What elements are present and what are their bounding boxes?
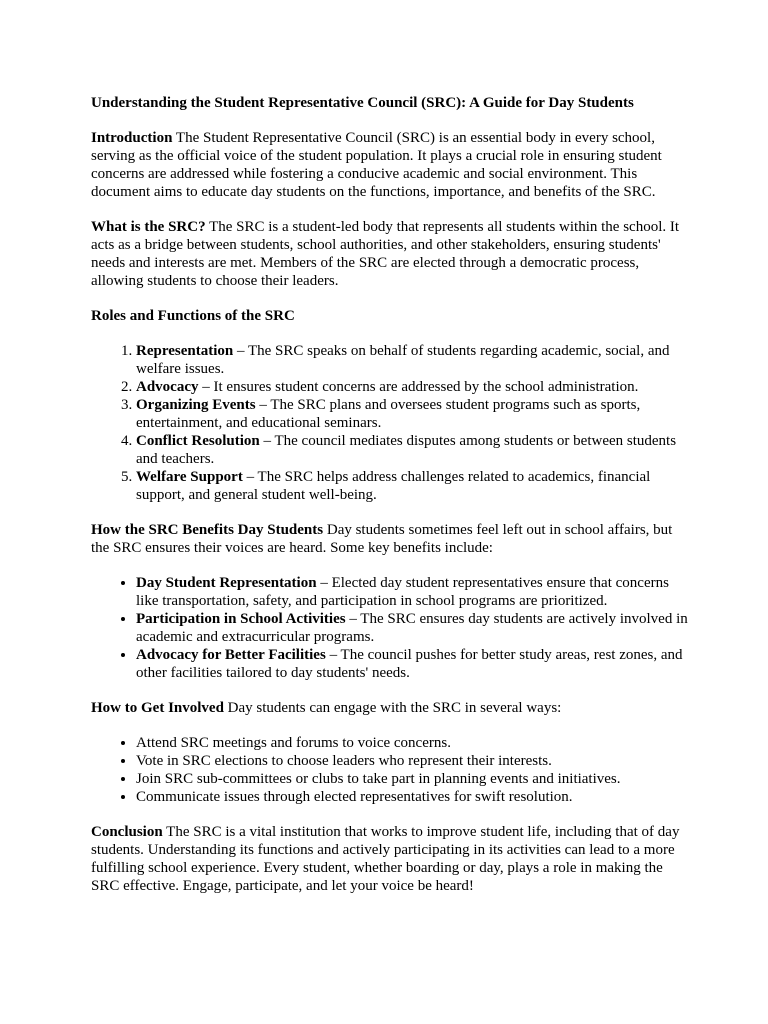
what-is-paragraph (91, 218, 691, 290)
roles-heading: Roles and Functions of the SRC (91, 308, 295, 324)
what-is-text: The SRC is a student-led body that represents all students within the school. It acts as a bridge between students, school authorities, and other stakeholders, ensuring students' needs and interests are met. Members of the SRC are elected through a democratic process, allowing students to choose their leaders. (91, 219, 680, 289)
benefits-list (91, 574, 691, 682)
involved-text: Day students can engage with the SRC in several ways: (223, 700, 562, 716)
list-item: • Communicate issues through elected representatives for swift resolution. (136, 788, 691, 806)
intro-text: The Student Representative Council (SRC) is an essential body in every school, serving as the official voice of the student population. It plays a crucial role in ensuring student concerns are addressed while fostering a conducive academic and social environment. This document aims to educate day students on the functions, importance, and benefits of the SRC. (91, 130, 662, 200)
conclusion-label: Conclusion (91, 824, 163, 840)
involved-paragraph (91, 699, 691, 717)
involved-list (91, 734, 691, 806)
what-is-label: What is the SRC? (91, 219, 206, 235)
conclusion-text: The SRC is a vital institution that works to improve student life, including that of day students. Understanding its functions and actively participating in its activities can lead to a more fulfilling school experience. Every student, whether boarding or day, plays a role in making the SRC effective. Engage, participate, and let your voice be heard! (91, 824, 680, 894)
list-item: • Participation in School Activities – The SRC ensures day students are actively involved in academic and extracurricular programs. (136, 610, 691, 646)
intro-paragraph (91, 129, 691, 201)
list-item: 2. Advocacy – It ensures student concerns are addressed by the school administration. (136, 378, 691, 396)
list-item: • Advocacy for Better Facilities – The council pushes for better study areas, rest zones, and other facilities tailored to day students' needs. (136, 646, 691, 682)
intro-label: Introduction (91, 130, 173, 146)
list-item: • Join SRC sub-committees or clubs to take part in planning events and initiatives. (136, 770, 691, 788)
benefits-paragraph (91, 521, 691, 557)
benefits-text: Day students sometimes feel left out in school affairs, but the SRC ensures their voices are heard. Some key benefits include: (91, 522, 673, 556)
involved-label: How to Get Involved (91, 700, 224, 716)
document-page (91, 94, 691, 912)
roles-list (91, 342, 691, 504)
benefits-label: How the SRC Benefits Day Students (91, 522, 324, 538)
list-item: • Vote in SRC elections to choose leaders who represent their interests. (136, 752, 691, 770)
list-item: 3. Organizing Events – The SRC plans and oversees student programs such as sports, entertainment, and educational seminars. (136, 396, 691, 432)
list-item: 5. Welfare Support – The SRC helps address challenges related to academics, financial support, and general student well-being. (136, 468, 691, 504)
list-item: 1. Representation – The SRC speaks on behalf of students regarding academic, social, and welfare issues. (136, 342, 691, 378)
list-item: 4. Conflict Resolution – The council mediates disputes among students or between students and teachers. (136, 432, 691, 468)
document-title: Understanding the Student Representative Council (SRC): A Guide for Day Students (91, 95, 634, 111)
list-item: • Day Student Representation – Elected day student representatives ensure that concerns like transportation, safety, and participation in school programs are prioritized. (136, 574, 691, 610)
conclusion-paragraph (91, 823, 691, 895)
list-item: • Attend SRC meetings and forums to voice concerns. (136, 734, 691, 752)
